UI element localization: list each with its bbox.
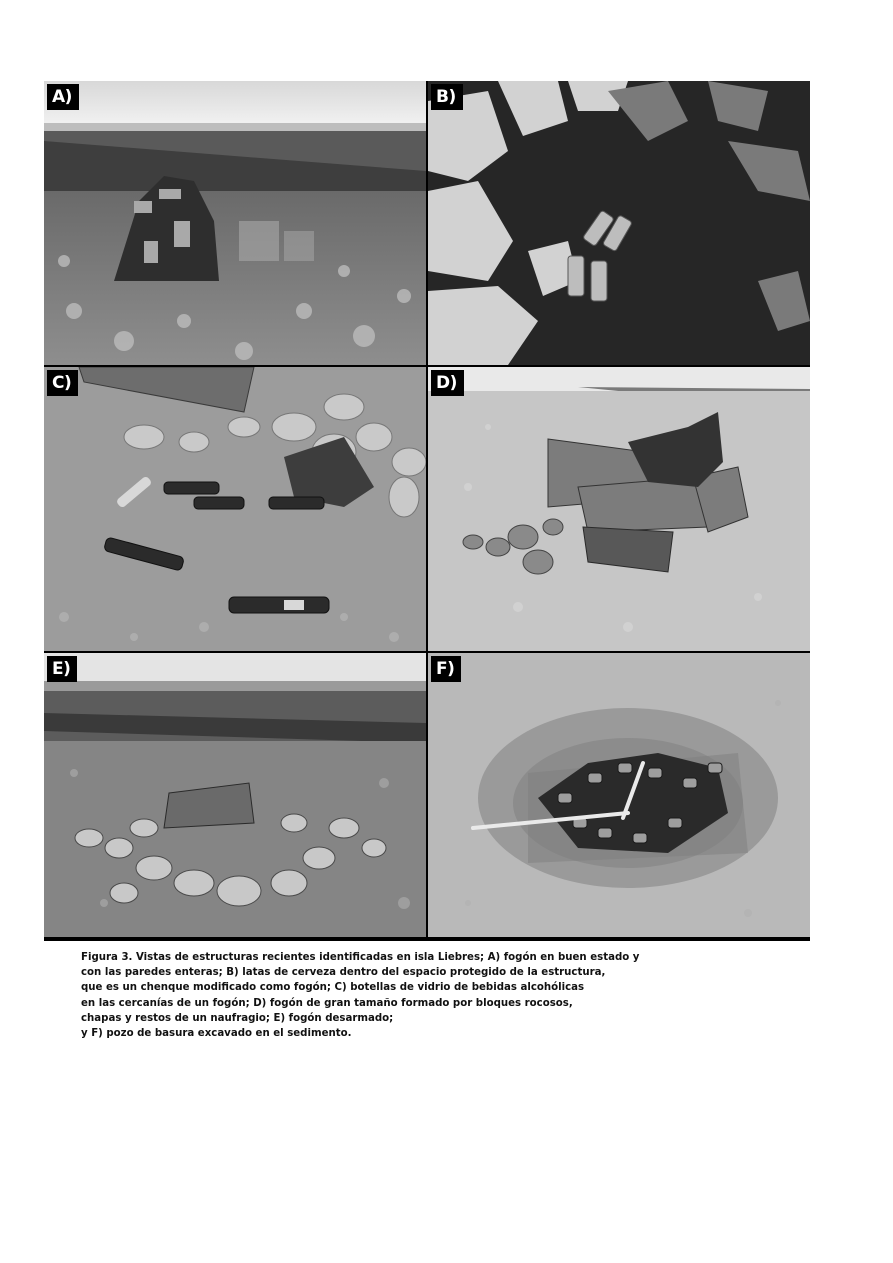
figure-caption xyxy=(81,950,701,1041)
photo-panel-f xyxy=(428,653,810,937)
caption-line: y F) pozo de basura excavado en el sedimento. xyxy=(81,1028,352,1040)
panel-label-f: F) xyxy=(431,656,461,682)
photo-panel-c xyxy=(44,367,426,651)
photo-f-trash-pit xyxy=(428,653,810,937)
photo-panel-e xyxy=(44,653,426,937)
photo-a-fire-ring-intact xyxy=(44,81,426,365)
panel-label-a: A) xyxy=(47,84,79,110)
panel-label-b: B) xyxy=(431,84,463,110)
photo-b-beer-cans xyxy=(428,81,810,365)
photo-panel-a xyxy=(44,81,426,365)
caption-line: que es un chenque modificado como fogón; C) botellas de vidrio de bebidas alcohólicas xyxy=(81,982,585,994)
caption-line: con las paredes enteras; B) latas de cerveza dentro del espacio protegido de la estructura, xyxy=(81,967,606,979)
photo-panel-d xyxy=(428,367,810,651)
photo-e-dismantled-fire xyxy=(44,653,426,937)
photo-d-large-fire-structure xyxy=(428,367,810,651)
caption-line: Figura 3. Vistas de estructuras recientes identificadas en isla Liebres; A) fogón en buen estado y xyxy=(81,952,640,963)
photo-c-glass-bottles xyxy=(44,367,426,651)
panel-label-c: C) xyxy=(47,370,78,396)
figure-photo-grid xyxy=(44,81,810,941)
photo-panel-b xyxy=(428,81,810,365)
caption-line: chapas y restos de un naufragio; E) fogón desarmado; xyxy=(81,1012,394,1024)
panel-label-e: E) xyxy=(47,656,77,682)
panel-label-d: D) xyxy=(431,370,464,396)
caption-line: en las cercanías de un fogón; D) fogón de gran tamaño formado por bloques rocosos, xyxy=(81,997,573,1009)
